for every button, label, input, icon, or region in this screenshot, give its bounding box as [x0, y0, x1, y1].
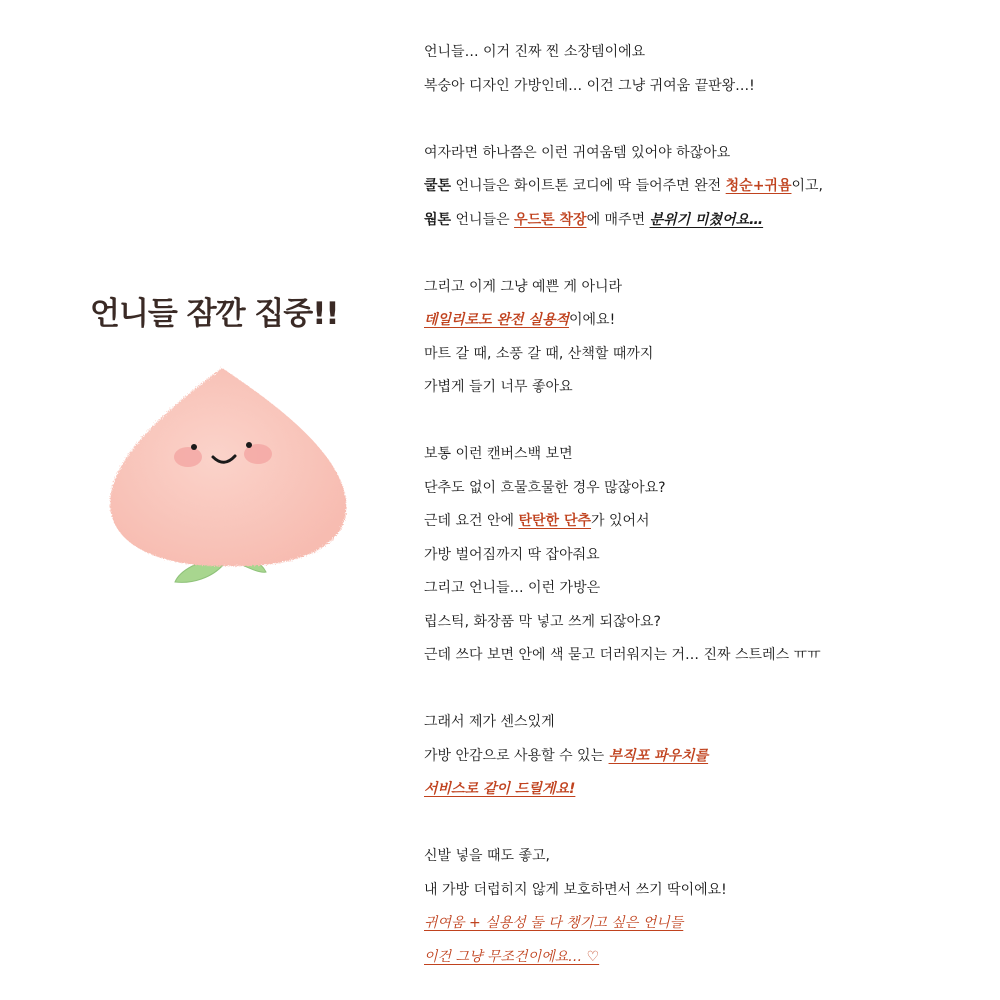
copy-line: 단추도 없이 흐물흐물한 경우 많잖아요? — [424, 479, 666, 496]
highlight-text: 부직포 파우치를 — [608, 747, 709, 764]
copy-line: 가볍게 들기 너무 좋아요 — [424, 379, 573, 395]
highlight-text: 귀여움 + 실용성 둘 다 챙기고 싶은 언니들 — [424, 915, 684, 931]
warm-tone-label: 웜톤 — [424, 211, 452, 228]
copy-line — [424, 907, 984, 941]
copy-line: 데일리로도 완전 실용적이에요! — [424, 312, 616, 328]
highlight-text: 데일리로도 완전 실용적 — [424, 312, 569, 328]
copy-line: 웜톤 언니들은 우드톤 착장에 매주면 분위기 미쳤어요… — [424, 211, 764, 228]
copy-line — [424, 773, 984, 807]
copy-line — [424, 941, 984, 975]
highlight-text: 분위기 미쳤어요… — [649, 211, 764, 228]
copy-line: 신발 넣을 때도 좋고, — [424, 848, 550, 864]
peach-eye-left — [191, 444, 197, 450]
copy-line: 그리고 언니들… 이런 가방은 — [424, 580, 601, 596]
highlight-text: 우드톤 착장 — [514, 211, 587, 228]
copy-line: 복숭아 디자인 가방인데… 이건 그냥 귀여움 끝판왕…! — [424, 77, 755, 94]
copy-line: 그래서 제가 센스있게 — [424, 714, 555, 730]
copy-line: 가방 안감으로 사용할 수 있는 부직포 파우치를 — [424, 747, 709, 764]
copy-line: 립스틱, 화장품 막 넣고 쓰게 되잖아요? — [424, 613, 661, 630]
copy-line: 언니들… 이거 진짜 찐 소장템이에요 — [424, 44, 646, 60]
description-copy — [424, 36, 984, 974]
cool-tone-label: 쿨톤 — [424, 178, 452, 194]
highlight-text: 탄탄한 단추 — [518, 513, 591, 529]
copy-line: 그리고 이게 그냥 예쁜 게 아니라 — [424, 278, 623, 295]
highlight-text: 청순+귀욤 — [725, 178, 792, 194]
peach-body — [110, 368, 346, 566]
peach-eye-right — [246, 442, 252, 448]
copy-line: 쿨톤 언니들은 화이트톤 코디에 딱 들어주면 완전 청순+귀욤이고, — [424, 178, 823, 194]
smiling-peach-icon — [100, 360, 360, 600]
copy-line: 여자라면 하나쯤은 이런 귀여움템 있어야 하잖아요 — [424, 144, 731, 161]
highlight-text: 이건 그냥 무조건이에요… ♡ — [424, 948, 600, 965]
copy-line: 근데 요건 안에 탄탄한 단추가 있어서 — [424, 513, 650, 529]
copy-line: 내 가방 더럽히지 않게 보호하면서 쓰기 딱이에요! — [424, 881, 727, 898]
highlight-text: 서비스로 같이 드릴게요! — [424, 781, 576, 797]
copy-line: 마트 갈 때, 소풍 갈 때, 산책할 때까지 — [424, 345, 654, 362]
peach-cheek-left — [174, 447, 202, 467]
copy-line: 보통 이런 캔버스백 보면 — [424, 446, 573, 462]
copy-line: 근데 쓰다 보면 안에 색 묻고 더러워지는 거… 진짜 스트레스 ㅠㅠ — [424, 647, 821, 663]
headline: 언니들 잠깐 집중!! — [90, 296, 339, 332]
copy-line: 가방 벌어짐까지 딱 잡아줘요 — [424, 546, 600, 563]
